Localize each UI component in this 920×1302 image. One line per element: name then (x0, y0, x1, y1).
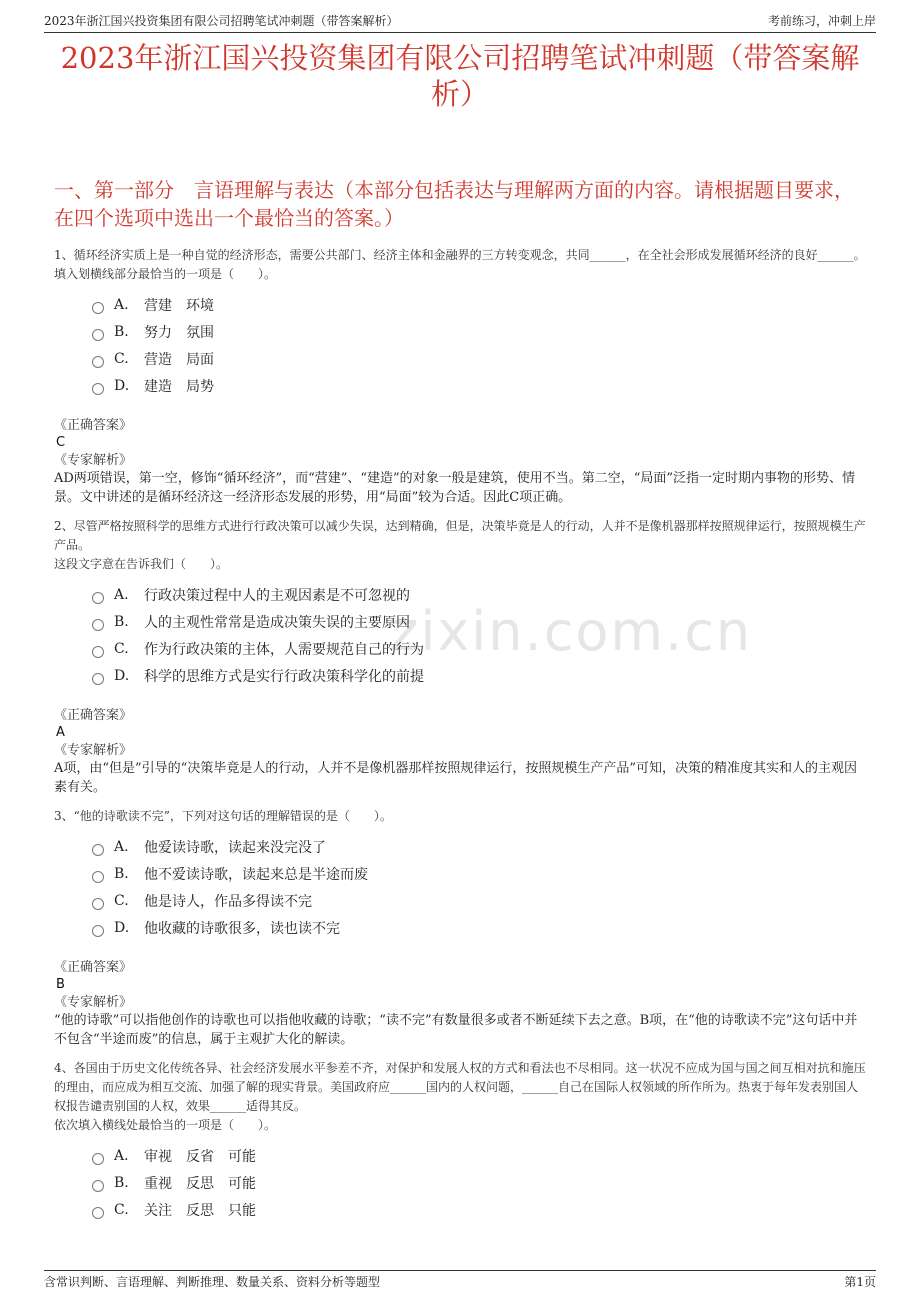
expert-analysis: “他的诗歌”可以指他创作的诗歌也可以指他收藏的诗歌；“读不完”有数量很多或者不断延续下去之意。B项，在“他的诗歌读不完”这句话中并不包含“半途而废”的信息，属于主观扩大化的解读。 (54, 1013, 858, 1047)
correct-answer: C (56, 435, 66, 450)
option-text: 重视 反思 可能 (144, 1175, 256, 1192)
option-text: 审视 反省 可能 (144, 1148, 256, 1165)
option-text: 建造 局势 (144, 378, 214, 395)
option-text: 他收藏的诗歌很多，读也读不完 (144, 920, 340, 937)
radio-icon[interactable] (92, 844, 104, 856)
option-c[interactable]: C. 他是诗人，作品多得读不完 (92, 887, 866, 914)
option-text: 营建 环境 (144, 297, 214, 314)
watermark: zixin.com.cn (390, 600, 753, 663)
radio-icon[interactable] (92, 1153, 104, 1165)
option-text: 人的主观性常常是造成决策失误的主要原因 (144, 614, 410, 631)
section-heading: 一、第一部分 言语理解与表达（本部分包括表达与理解两方面的内容。请根据题目要求，在四个选项中选出一个最恰当的答案。） (54, 178, 854, 230)
radio-icon[interactable] (92, 356, 104, 368)
option-a[interactable]: A. 营建 环境 (92, 291, 866, 318)
expert-analysis: AD两项错误，第一空，修饰“循环经济”，而“营建”、“建造”的对象一般是建筑，使用不当。第二空，“局面”泛指一定时期内事物的形势、情景。文中讲述的是循环经济这一经济形态发展的形势，用“局面”较为合适。因此C项正确。 (54, 471, 855, 505)
radio-icon[interactable] (92, 898, 104, 910)
option-group (92, 1142, 866, 1223)
page-footer (44, 1270, 876, 1289)
option-text: 他是诗人，作品多得读不完 (144, 893, 312, 910)
option-text: 努力 氛围 (144, 324, 214, 341)
radio-icon[interactable] (92, 302, 104, 314)
radio-icon[interactable] (92, 329, 104, 341)
radio-icon[interactable] (92, 925, 104, 937)
correct-answer: B (56, 977, 65, 992)
correct-answer: A (56, 725, 65, 740)
option-text: 关注 反思 只能 (144, 1202, 256, 1219)
option-group (92, 291, 866, 399)
radio-icon[interactable] (92, 871, 104, 883)
option-text: 营造 局面 (144, 351, 214, 368)
option-text: 他不爱读诗歌，读起来总是半途而废 (144, 866, 368, 883)
analysis-label: 《专家解析》 (54, 743, 133, 758)
option-c[interactable]: C. 关注 反思 只能 (92, 1196, 866, 1223)
question-stem: 4、各国由于历史文化传统各异、社会经济发展水平参差不齐，对保护和发展人权的方式和看法也不尽相同。这一状况不应成为国与国之间互相对抗和施压的理由，而应成为相互交流、加强了解的现实背景。美国政府应______国内的人权问题，______自己在国际人权领域的所作所为。热衷于每年发表别国人权报告谴责别国的人权，效果______适得其反。 (54, 1061, 866, 1113)
option-b[interactable]: B. 努力 氛围 (92, 318, 866, 345)
option-b[interactable]: B. 人的主观性常常是造成决策失误的主要原因 (92, 608, 866, 635)
option-text: 他爱读诗歌，读起来没完没了 (144, 839, 326, 856)
option-a[interactable]: A. 他爱读诗歌，读起来没完没了 (92, 833, 866, 860)
question-2 (54, 517, 866, 797)
option-b[interactable]: B. 重视 反思 可能 (92, 1169, 866, 1196)
header-doc-title: 2023年浙江国兴投资集团有限公司招聘笔试冲刺题（带答案解析） (44, 14, 399, 28)
analysis-label: 《专家解析》 (54, 453, 133, 468)
radio-icon[interactable] (92, 646, 104, 658)
option-c[interactable]: C. 作为行政决策的主体，人需要规范自己的行为 (92, 635, 866, 662)
page-number: 第1页 (844, 1275, 876, 1289)
answer-label: 《正确答案》 (54, 708, 133, 723)
radio-icon[interactable] (92, 592, 104, 604)
option-a[interactable]: A. 行政决策过程中人的主观因素是不可忽视的 (92, 581, 866, 608)
option-d[interactable]: D. 科学的思维方式是实行行政决策科学化的前提 (92, 662, 866, 689)
option-d[interactable]: D. 他收藏的诗歌很多，读也读不完 (92, 914, 866, 941)
option-text: 作为行政决策的主体，人需要规范自己的行为 (144, 641, 424, 658)
expert-analysis: A项，由“但是”引导的“决策毕竟是人的行动，人并不是像机器那样按照规律运行，按照规模生产产品”可知，决策的精准度其实和人的主观因素有关。 (54, 761, 857, 795)
document-title: 2023年浙江国兴投资集团有限公司招聘笔试冲刺题（带答案解析） (60, 41, 860, 111)
question-1 (54, 246, 866, 507)
question-stem: 1、循环经济实质上是一种自觉的经济形态，需要公共部门、经济主体和金融界的三方转变观念，共同______，在全社会形成发展循环经济的良好______。 (54, 248, 866, 262)
header-slogan: 考前练习，冲刺上岸 (767, 14, 876, 28)
radio-icon[interactable] (92, 619, 104, 631)
question-list (54, 246, 866, 1241)
option-b[interactable]: B. 他不爱读诗歌，读起来总是半途而废 (92, 860, 866, 887)
page-header (44, 10, 876, 33)
option-c[interactable]: C. 营造 局面 (92, 345, 866, 372)
option-group (92, 833, 866, 941)
radio-icon[interactable] (92, 1207, 104, 1219)
option-text: 行政决策过程中人的主观因素是不可忽视的 (144, 587, 410, 604)
option-a[interactable]: A. 审视 反省 可能 (92, 1142, 866, 1169)
radio-icon[interactable] (92, 1180, 104, 1192)
question-prompt: 依次填入横线处最恰当的一项是（ ）。 (54, 1118, 277, 1132)
answer-label: 《正确答案》 (54, 418, 133, 433)
footer-topics: 含常识判断、言语理解、判断推理、数量关系、资料分析等题型 (44, 1275, 381, 1289)
analysis-label: 《专家解析》 (54, 995, 133, 1010)
answer-label: 《正确答案》 (54, 960, 133, 975)
question-stem: 2、尽管严格按照科学的思维方式进行行政决策可以减少失误，达到精确，但是，决策毕竟是人的行动，人并不是像机器那样按照规律运行，按照规模生产产品。 (54, 519, 866, 552)
radio-icon[interactable] (92, 673, 104, 685)
question-3 (54, 807, 866, 1049)
question-stem: 3、“他的诗歌读不完”，下列对这句话的理解错误的是（ ）。 (54, 809, 392, 823)
option-group (92, 581, 866, 689)
option-text: 科学的思维方式是实行行政决策科学化的前提 (144, 668, 424, 685)
question-prompt: 这段文字意在告诉我们（ ）。 (54, 557, 229, 571)
radio-icon[interactable] (92, 383, 104, 395)
question-4 (54, 1059, 866, 1223)
option-d[interactable]: D. 建造 局势 (92, 372, 866, 399)
question-prompt: 填入划横线部分最恰当的一项是（ ）。 (54, 267, 277, 281)
